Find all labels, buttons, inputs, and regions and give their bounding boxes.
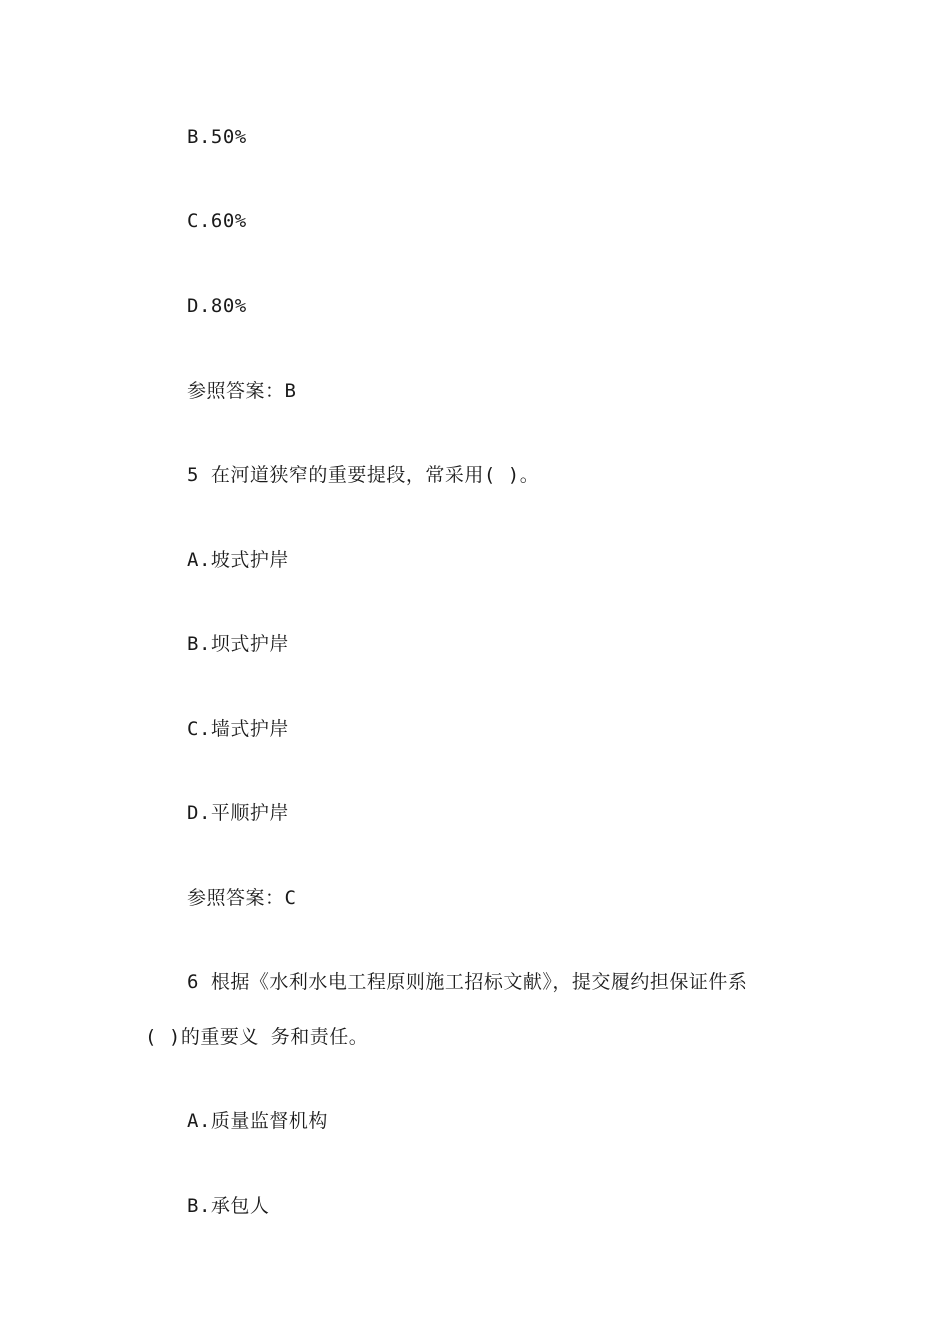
option-a-q5: A.坡式护岸 [187,549,289,571]
answer-q4: 参照答案：B [187,380,297,402]
option-b-q6: B.承包人 [187,1195,270,1217]
option-d-q5: D.平顺护岸 [187,802,289,824]
option-c-q4: C.60% [187,210,247,232]
option-d-q4: D.80% [187,295,247,317]
option-b-q4: B.50% [187,126,247,148]
question-6-line-1: 6 根据《水利水电工程原则施工招标文献》，提交履约担保证件系 [187,971,748,993]
question-5: 5 在河道狭窄的重要提段，常采用( )。 [187,464,540,486]
question-6-line-2: ( )的重要义 务和责任。 [145,1026,369,1048]
answer-q5: 参照答案：C [187,887,297,909]
option-a-q6: A.质量监督机构 [187,1110,328,1132]
option-b-q5: B.坝式护岸 [187,633,289,655]
option-c-q5: C.墙式护岸 [187,718,289,740]
